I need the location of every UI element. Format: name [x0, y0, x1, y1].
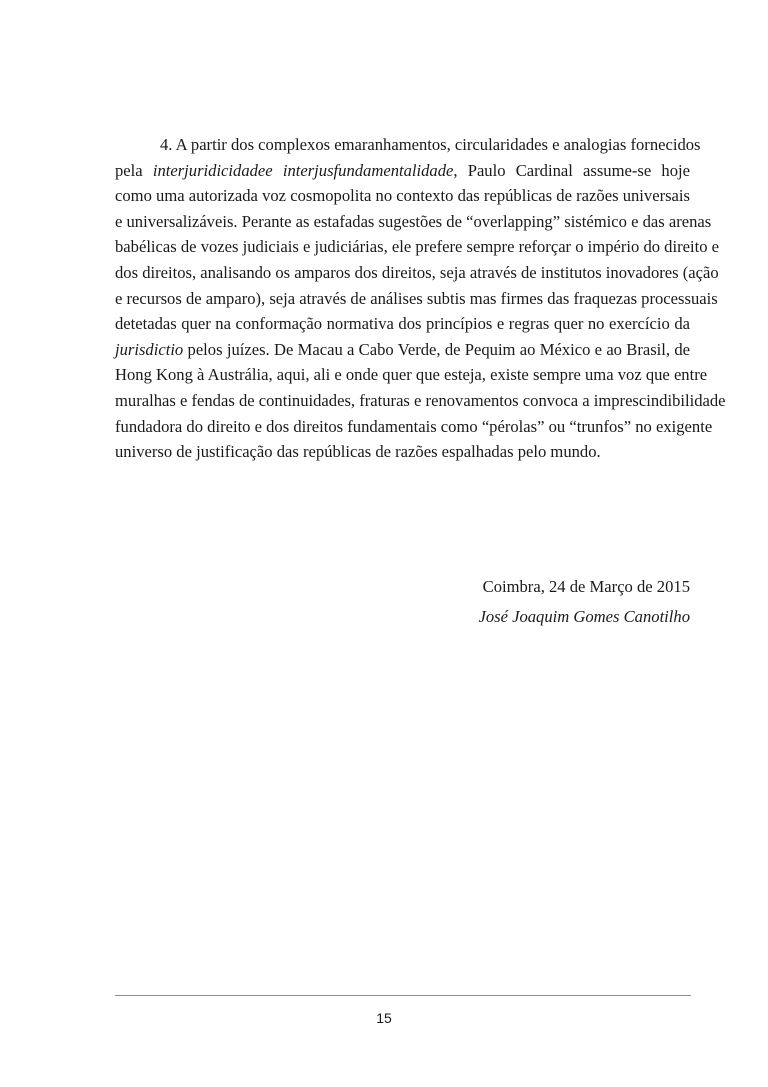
- paragraph-line: dos direitos, analisando os amparos dos direitos, seja através de institutos inovadores (ação: [115, 262, 719, 282]
- italic-term: interjuridicidadee interjusfundamentalidade: [152, 160, 454, 180]
- author-signature: José Joaquim Gomes Canotilho: [478, 607, 690, 626]
- paragraph-line: e universalizáveis. Perante as estafadas sugestões de “overlapping” sistémico e das arenas: [115, 211, 712, 231]
- paragraph-line: Hong Kong à Austrália, aqui, ali e onde quer que esteja, existe sempre uma voz que entre: [115, 365, 708, 385]
- paragraph-line: como uma autorizada voz cosmopolita no contexto das repúblicas de razões universais: [115, 186, 690, 206]
- page-number: 15: [376, 1010, 392, 1026]
- paragraph-line: e recursos de amparo), seja através de análises subtis mas firmes das fraquezas processuais: [115, 288, 718, 308]
- place-date: Coimbra, 24 de Março de 2015: [482, 577, 690, 596]
- paragraph-line: fundadora do direito e dos direitos fundamentais como “pérolas” ou “trunfos” no exigente: [115, 416, 713, 436]
- paragraph-line: detetadas quer na conformação normativa dos princípios e regras quer no exercício da: [115, 314, 690, 334]
- body-paragraph: [115, 132, 726, 465]
- paragraph-line: universo de justificação das repúblicas de razões espalhadas pelo mundo.: [115, 442, 601, 462]
- footer-divider: [115, 995, 691, 996]
- italic-term: jurisdictio: [115, 339, 184, 359]
- paragraph-line: babélicas de vozes judiciais e judiciárias, ele prefere sempre reforçar o império do direito e: [115, 237, 720, 257]
- paragraph-line: pela interjuridicidadee interjusfundamentalidade, Paulo Cardinal assume-se hoje: [115, 160, 690, 180]
- paragraph-line: jurisdictio pelos juízes. De Macau a Cabo Verde, de Pequim ao México e ao Brasil, de: [115, 339, 690, 359]
- paragraph-line: muralhas e fendas de continuidades, fraturas e renovamentos convoca a imprescindibilidade: [115, 390, 726, 410]
- paragraph-line: 4. A partir dos complexos emaranhamentos, circularidades e analogias fornecidos: [160, 135, 701, 154]
